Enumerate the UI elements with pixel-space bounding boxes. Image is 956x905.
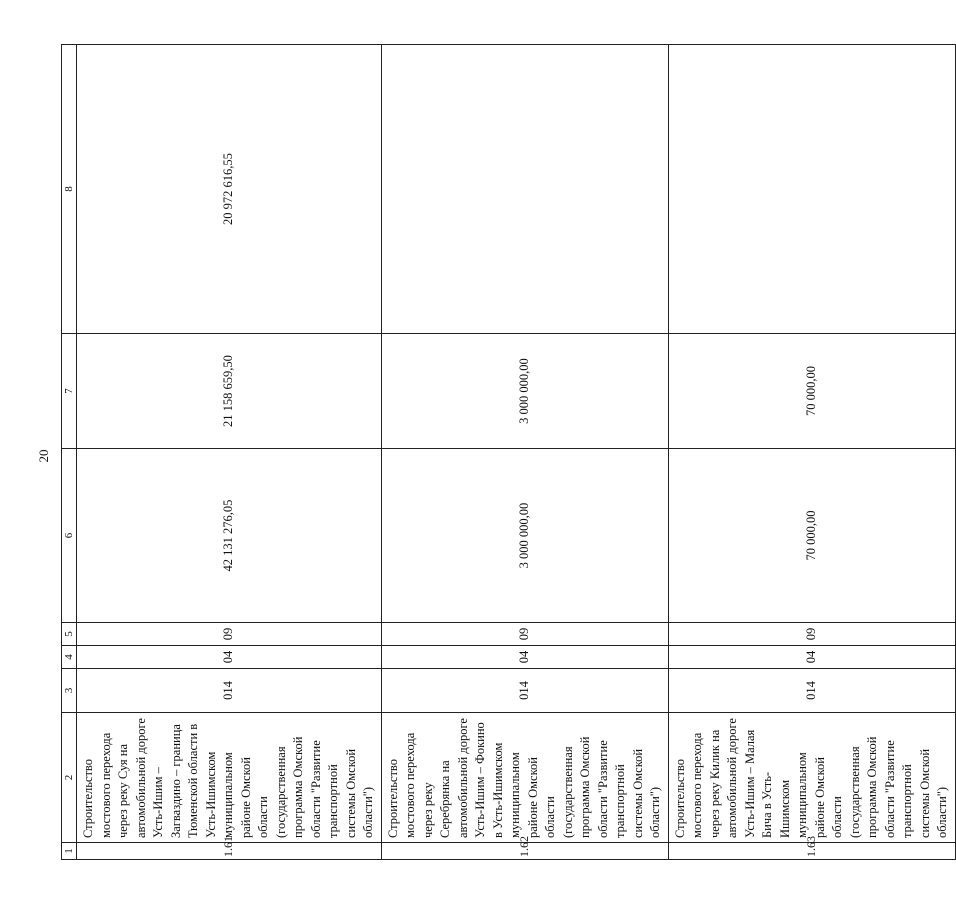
column-header: 6 bbox=[62, 449, 77, 623]
table-row bbox=[668, 45, 955, 860]
row-col3: 014 bbox=[668, 669, 955, 713]
row-number: 1.61 bbox=[77, 843, 382, 860]
row-number: 1.62 bbox=[381, 843, 668, 860]
row-description: Строительство мостового перехода через реку Серебрянка на автомобильной дороге Усть-Ишим – Фокино в Усть-Ишимском муниципальном районе Омской области (государственная программа Омской области "Развитие транспортной системы Омской области") bbox=[381, 713, 668, 843]
row-col6: 70 000,00 bbox=[668, 449, 955, 623]
row-col4: 04 bbox=[381, 646, 668, 669]
column-header: 8 bbox=[62, 45, 77, 334]
row-col3: 014 bbox=[381, 669, 668, 713]
column-header: 7 bbox=[62, 334, 77, 449]
column-header: 5 bbox=[62, 623, 77, 646]
row-col5: 09 bbox=[668, 623, 955, 646]
page-number: 20 bbox=[36, 449, 51, 463]
rotated-table-container bbox=[61, 45, 949, 860]
row-description: Строительство мостового перехода через реку Килик на автомобильной дороге Усть-Ишим – Малая Бича в Усть-Ишимском муниципальном районе Омской области (государственная программа Омской области "Развитие транспортной системы Омской области") bbox=[668, 713, 955, 843]
row-col5: 09 bbox=[381, 623, 668, 646]
row-col8 bbox=[668, 45, 955, 334]
column-header: 4 bbox=[62, 646, 77, 669]
row-col7: 3 000 000,00 bbox=[381, 334, 668, 449]
row-col7: 21 158 659,50 bbox=[77, 334, 382, 449]
row-col4: 04 bbox=[77, 646, 382, 669]
column-header: 1 bbox=[62, 843, 77, 860]
column-header: 2 bbox=[62, 713, 77, 843]
row-col3: 014 bbox=[77, 669, 382, 713]
column-header: 3 bbox=[62, 669, 77, 713]
header-row bbox=[62, 45, 77, 860]
table-row bbox=[77, 45, 382, 860]
row-number: 1.63 bbox=[668, 843, 955, 860]
row-description: Строительство мостового перехода через реку Суя на автомобильной дороге Усть-Ишим – Загваздино – граница Тюменской области в Усть-Ишимском муниципальном районе Омской области (государственная программа Омской области "Развитие транспортной системы Омской области") bbox=[77, 713, 382, 843]
table-row bbox=[381, 45, 668, 860]
row-col4: 04 bbox=[668, 646, 955, 669]
row-col6: 42 131 276,05 bbox=[77, 449, 382, 623]
budget-table bbox=[61, 44, 956, 860]
row-col8 bbox=[381, 45, 668, 334]
row-col6: 3 000 000,00 bbox=[381, 449, 668, 623]
row-col7: 70 000,00 bbox=[668, 334, 955, 449]
row-col5: 09 bbox=[77, 623, 382, 646]
row-col8: 20 972 616,55 bbox=[77, 45, 382, 334]
